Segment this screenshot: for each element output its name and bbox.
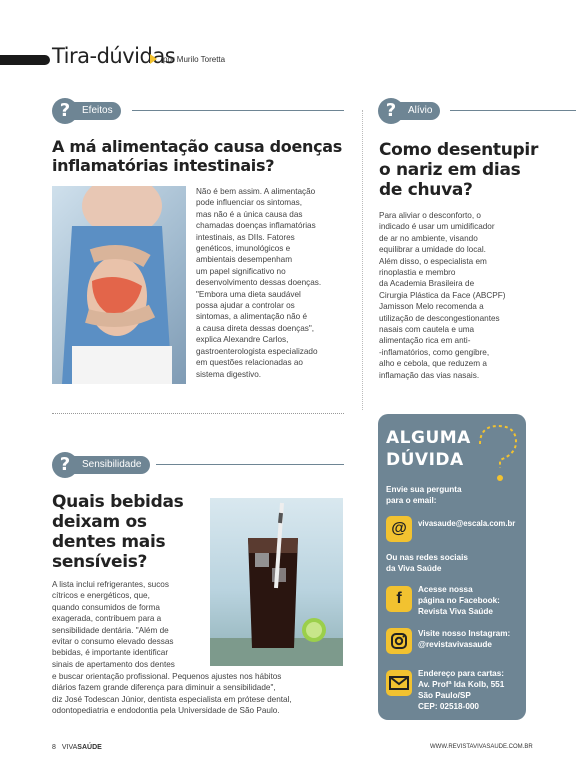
- instagram-icon[interactable]: [386, 628, 412, 654]
- send-question-label: Envie sua pergunta para o email:: [386, 485, 462, 505]
- column-separator: [362, 110, 363, 410]
- headline-efeitos: A má alimentação causa doenças inflamatórias intestinais?: [52, 137, 343, 175]
- headline-alivio: Como desentupir o nariz em dias de chuva?: [379, 140, 539, 200]
- tag-rule: [156, 464, 344, 465]
- question-mark-icon: [470, 422, 522, 486]
- tag-rule: [132, 110, 344, 111]
- section-title: Tira-dúvidas: [52, 44, 176, 68]
- email-icon: @: [386, 516, 412, 542]
- abdominal-pain-photo: [52, 186, 186, 384]
- tag-label: Sensibilidade: [70, 456, 150, 474]
- tag-sensibilidade: [52, 452, 344, 478]
- tag-label: Efeitos: [70, 102, 121, 120]
- body-alivio: Para aliviar o desconforto, o indicado é usar um umidificador de ar no ambiente, visando equilibrar a umidade do local. Além disso, o especialista em rinoplastia e membro da Academia Brasileira de Cirurgia Plástica da Face (ABCPF) Jamisson Melo recomenda a utilização de descongestionantes nasais com cautela e uma alimentação rica em anti- -inflamatórios, como gengibre, alho e cebola, que reduzem a inflamação das vias nasais.: [379, 211, 506, 380]
- tag-alivio: [378, 98, 576, 124]
- tag-efeitos: [52, 98, 344, 124]
- author-credit: por Murilo Toretta: [163, 55, 226, 64]
- panel-title-1: ALGUMA: [386, 428, 471, 448]
- question-icon: ?: [378, 98, 404, 124]
- header-bar: [0, 55, 50, 65]
- arrow-icon: [150, 54, 157, 64]
- question-icon: ?: [52, 98, 78, 124]
- body-efeitos: Não é bem assim. A alimentação pode influenciar os sintomas, mas não é a única causa das chamadas doenças inflamatórias intestinais, as DIIs. Fatores genéticos, imunológicos e ambientais desempenham um papel significativo no desenvolvimento dessas doenças. "Embora uma dieta saudável possa ajudar a controlar os sintomas, a alimentação não é a causa direta dessas doenças", explica Alexandre Carlos, gastroenterologista especializado em questões relacionadas ao sistema digestivo.: [196, 187, 322, 379]
- contact-panel: [378, 414, 526, 720]
- facebook-icon[interactable]: f: [386, 586, 412, 612]
- page-number: 8: [52, 744, 56, 751]
- brand-viva: VIVA: [61, 744, 78, 751]
- body-sensibilidade-bottom: e buscar orientação profissional. Pequenos ajustes nos hábitos diários fazem grande diferença para diminuir a sensibilidade", diz José Todescan Júnior, dentista especialista em prótese dental, odontopediatria e endodontia pela Universidade de São Paulo.: [52, 672, 292, 716]
- section-divider: [52, 413, 344, 414]
- footer-url: WWW.REVISTAVIVASAUDE.COM.BR: [430, 744, 533, 750]
- tag-rule: [450, 110, 576, 111]
- cola-glass-photo: [210, 498, 343, 666]
- tag-label: Alívio: [396, 102, 440, 120]
- mailing-address: Endereço para cartas: Av. Profª Ida Kolb, 551 São Paulo/SP CEP: 02518-000: [418, 669, 505, 711]
- panel-title-2: DÚVIDA: [386, 450, 464, 470]
- facebook-link[interactable]: Acesse nossa página no Facebook: Revista Viva Saúde: [418, 585, 500, 616]
- envelope-icon: [386, 670, 412, 696]
- instagram-link[interactable]: Visite nosso Instagram: @revistavivasaude: [418, 629, 511, 649]
- footer-page-number: [52, 744, 102, 751]
- email-link[interactable]: vivasaude@escala.com.br: [418, 519, 516, 528]
- social-label: Ou nas redes sociais da Viva Saúde: [386, 553, 468, 573]
- body-sensibilidade-top: A lista inclui refrigerantes, sucos cítricos e energéticos, que, quando consumidos de forma exagerada, contribuem para a sensibilidade dentária. "Além de evitar o consumo elevado dessas bebidas, é importante identificar sinais de apertamento dos dentes: [52, 580, 175, 669]
- headline-sensibilidade: Quais bebidas deixam os dentes mais sensíveis?: [52, 492, 184, 572]
- question-icon: ?: [52, 452, 78, 478]
- brand-saude: SAÚDE: [77, 744, 102, 751]
